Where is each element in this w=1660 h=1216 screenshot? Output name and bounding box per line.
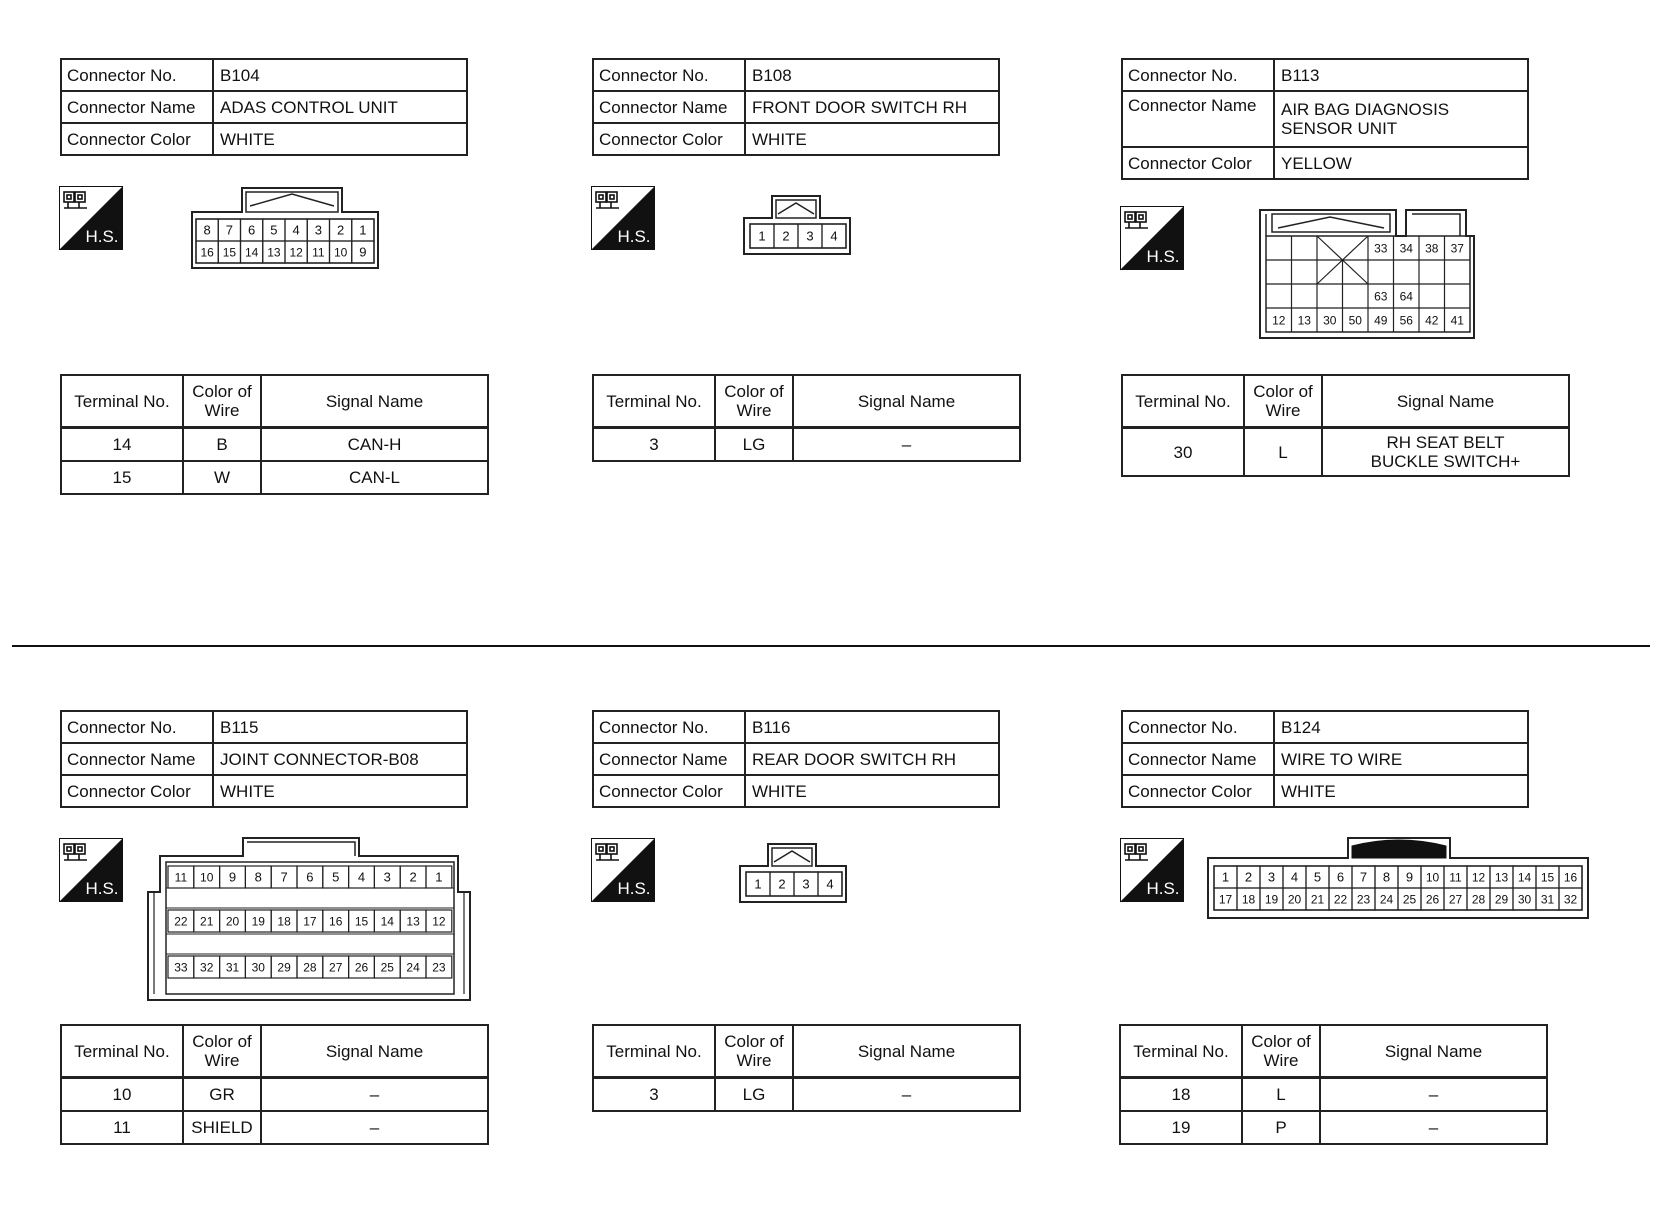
connector-no-label: Connector No. xyxy=(593,711,745,743)
wire-color: P xyxy=(1242,1111,1320,1144)
signal-name: – xyxy=(1320,1111,1547,1144)
pin-number: 38 xyxy=(1425,241,1439,256)
pin-number: 4 xyxy=(830,228,838,244)
pin-number: 29 xyxy=(277,960,291,975)
connector-color-value: WHITE xyxy=(213,123,467,155)
pin-number: 3 xyxy=(383,869,391,885)
pin-number: 13 xyxy=(406,914,420,929)
hs-badge-graphic xyxy=(591,838,655,902)
pin-number: 3 xyxy=(806,228,814,244)
terminal-table-b113 xyxy=(1121,374,1570,477)
terminal-no: 3 xyxy=(593,1078,715,1112)
pin-number: 5 xyxy=(1313,869,1322,885)
wire-color-header: Color of Wire xyxy=(183,375,261,428)
table-row xyxy=(1122,428,1569,477)
pin-number: 30 xyxy=(1323,313,1337,328)
terminal-table-b124 xyxy=(1119,1024,1548,1145)
pin-number: 14 xyxy=(244,245,259,260)
terminal-no: 11 xyxy=(61,1111,183,1144)
pin-number: 3 xyxy=(314,222,322,238)
pin-number: 13 xyxy=(1494,870,1509,885)
connector-color-value: WHITE xyxy=(213,775,467,807)
hs-harness-side-icon xyxy=(59,186,123,250)
wire-color-header: Color of Wire xyxy=(715,1025,793,1078)
pin-number: 16 xyxy=(1563,870,1578,885)
signal-name-header: Signal Name xyxy=(793,1025,1020,1078)
pin-number: 15 xyxy=(1540,870,1555,885)
connector-info-b115 xyxy=(60,710,468,808)
pin-number: 10 xyxy=(200,870,214,885)
table-row xyxy=(61,1111,488,1144)
connector-no-value: B124 xyxy=(1274,711,1528,743)
terminal-table-b108 xyxy=(592,374,1021,462)
terminal-no: 14 xyxy=(61,428,183,462)
pin-number: 12 xyxy=(289,245,303,260)
section-divider xyxy=(12,645,1650,647)
pin-number: 6 xyxy=(306,869,314,885)
pin-number: 24 xyxy=(1379,892,1394,907)
pin-number: 16 xyxy=(329,914,343,929)
wire-color: LG xyxy=(715,1078,793,1112)
pin-number: 15 xyxy=(222,245,237,260)
pin-number: 14 xyxy=(1517,870,1532,885)
wire-color-header: Color of Wire xyxy=(715,375,793,428)
connector-info-b104 xyxy=(60,58,468,156)
pin-number: 10 xyxy=(333,245,348,260)
signal-name: – xyxy=(261,1078,488,1112)
pin-number: 11 xyxy=(1449,870,1462,885)
connector-no-label: Connector No. xyxy=(61,711,213,743)
signal-name: CAN-L xyxy=(261,461,488,494)
pin-number: 29 xyxy=(1494,892,1509,907)
pin-number: 13 xyxy=(1297,313,1311,328)
pin-number: 17 xyxy=(1218,892,1233,907)
connector-no-value: B104 xyxy=(213,59,467,91)
pin-number: 21 xyxy=(200,914,214,929)
table-row xyxy=(1120,1078,1547,1112)
connector-color-label: Connector Color xyxy=(61,123,213,155)
connector-color-value: YELLOW xyxy=(1274,147,1528,179)
connector-face-b113 xyxy=(1258,208,1476,340)
terminal-no-header: Terminal No. xyxy=(61,375,183,428)
pin-number: 1 xyxy=(435,869,443,885)
pin-number: 22 xyxy=(174,914,188,929)
connector-no-value: B115 xyxy=(213,711,467,743)
pin-number: 30 xyxy=(251,960,265,975)
wire-color: L xyxy=(1244,428,1322,477)
hs-harness-side-icon xyxy=(1120,206,1184,270)
pin-number: 1 xyxy=(359,222,367,238)
pin-number: 4 xyxy=(357,869,366,885)
pin-number: 63 xyxy=(1374,289,1388,304)
hs-badge-graphic xyxy=(59,838,123,902)
connector-color-label: Connector Color xyxy=(61,775,213,807)
signal-name: – xyxy=(261,1111,488,1144)
pin-number: 15 xyxy=(354,914,369,929)
terminal-no: 18 xyxy=(1120,1078,1242,1112)
wire-color: W xyxy=(183,461,261,494)
terminal-no-header: Terminal No. xyxy=(593,1025,715,1078)
pin-number: 5 xyxy=(270,222,278,238)
signal-name-header: Signal Name xyxy=(1320,1025,1547,1078)
pin-number: 12 xyxy=(432,914,446,929)
wire-color-header: Color of Wire xyxy=(1244,375,1322,428)
pin-number: 26 xyxy=(354,960,369,975)
pin-number: 5 xyxy=(332,869,340,885)
pin-number: 26 xyxy=(1425,892,1440,907)
connector-no-label: Connector No. xyxy=(61,59,213,91)
connector-info-b113 xyxy=(1121,58,1529,180)
pin-number: 18 xyxy=(277,914,291,929)
terminal-no: 19 xyxy=(1120,1111,1242,1144)
pin-number: 4 xyxy=(826,876,834,892)
terminal-no-header: Terminal No. xyxy=(1122,375,1244,428)
signal-name: – xyxy=(1320,1078,1547,1112)
pin-number: 56 xyxy=(1399,313,1413,328)
signal-name-header: Signal Name xyxy=(1322,375,1569,428)
pin-number: 37 xyxy=(1450,241,1464,256)
connector-color-value: WHITE xyxy=(745,123,999,155)
pin-number: 6 xyxy=(248,222,256,238)
pin-number: 4 xyxy=(292,222,300,238)
connector-name-label: Connector Name xyxy=(61,91,213,123)
hs-badge-graphic xyxy=(591,186,655,250)
pin-number: 9 xyxy=(359,244,367,260)
pin-number: 7 xyxy=(1359,869,1368,885)
connector-face-b115 xyxy=(146,836,474,1002)
signal-name-header: Signal Name xyxy=(261,1025,488,1078)
pin-number: 11 xyxy=(174,870,188,885)
connector-name-value: REAR DOOR SWITCH RH xyxy=(745,743,999,775)
hs-label: H.S. xyxy=(1146,879,1180,898)
connector-no-value: B108 xyxy=(745,59,999,91)
table-row xyxy=(593,1078,1020,1112)
pin-number: 8 xyxy=(1382,869,1391,885)
pin-number: 30 xyxy=(1517,892,1532,907)
pin-number: 31 xyxy=(1540,892,1555,907)
hs-badge-graphic xyxy=(59,186,123,250)
pin-number: 2 xyxy=(1244,869,1253,885)
pin-number: 2 xyxy=(409,869,417,885)
hs-harness-side-icon xyxy=(1120,838,1184,902)
connector-info-b124 xyxy=(1121,710,1529,808)
pin-number: 32 xyxy=(1563,892,1578,907)
pin-number: 9 xyxy=(228,869,237,885)
pin-number: 42 xyxy=(1425,313,1439,328)
connector-name-value: FRONT DOOR SWITCH RH xyxy=(745,91,999,123)
connector-info-b108 xyxy=(592,58,1000,156)
pin-number: 8 xyxy=(203,222,211,238)
hs-badge-graphic xyxy=(1120,838,1184,902)
table-row xyxy=(61,461,488,494)
pin-number: 20 xyxy=(1287,892,1302,907)
wire-color: GR xyxy=(183,1078,261,1112)
pin-number: 12 xyxy=(1471,870,1486,885)
pin-number: 17 xyxy=(303,914,317,929)
pin-number: 22 xyxy=(1333,892,1348,907)
terminal-no-header: Terminal No. xyxy=(61,1025,183,1078)
pin-number: 27 xyxy=(1448,892,1463,907)
connector-info-b116 xyxy=(592,710,1000,808)
pin-number: 21 xyxy=(1310,892,1325,907)
pin-number: 19 xyxy=(1264,892,1279,907)
terminal-table-b116 xyxy=(592,1024,1021,1112)
pin-number: 3 xyxy=(1267,869,1276,885)
pin-number: 32 xyxy=(200,960,214,975)
pin-number: 4 xyxy=(1290,869,1299,885)
pin-number: 41 xyxy=(1450,313,1464,328)
hs-harness-side-icon xyxy=(591,838,655,902)
connector-name-label: Connector Name xyxy=(593,743,745,775)
connector-no-label: Connector No. xyxy=(1122,711,1274,743)
pin-number: 64 xyxy=(1399,289,1413,304)
table-row xyxy=(61,1078,488,1112)
connector-face-b124 xyxy=(1206,836,1592,920)
connector-name-value: AIR BAG DIAGNOSIS SENSOR UNIT xyxy=(1274,91,1528,147)
connector-color-label: Connector Color xyxy=(1122,775,1274,807)
pin-number: 14 xyxy=(380,914,394,929)
wire-color: L xyxy=(1242,1078,1320,1112)
table-row xyxy=(593,428,1020,462)
terminal-table-b104 xyxy=(60,374,489,495)
pin-number: 7 xyxy=(225,222,233,238)
connector-name-label: Connector Name xyxy=(1122,743,1274,775)
hs-label: H.S. xyxy=(617,879,651,898)
table-row xyxy=(61,428,488,462)
terminal-table-b115 xyxy=(60,1024,489,1145)
pin-number: 19 xyxy=(251,914,265,929)
connector-color-value: WHITE xyxy=(745,775,999,807)
terminal-no: 3 xyxy=(593,428,715,462)
terminal-no: 10 xyxy=(61,1078,183,1112)
connector-face-b116 xyxy=(738,842,850,906)
connector-face-b108 xyxy=(742,194,854,258)
connector-name-value: ADAS CONTROL UNIT xyxy=(213,91,467,123)
pin-number: 24 xyxy=(406,960,420,975)
signal-name-header: Signal Name xyxy=(261,375,488,428)
table-row xyxy=(1120,1111,1547,1144)
terminal-no-header: Terminal No. xyxy=(593,375,715,428)
pin-number: 13 xyxy=(267,245,281,260)
hs-label: H.S. xyxy=(1146,247,1180,266)
signal-name: – xyxy=(793,1078,1020,1112)
pin-number: 18 xyxy=(1241,892,1256,907)
hs-label: H.S. xyxy=(85,879,119,898)
connector-color-label: Connector Color xyxy=(593,775,745,807)
hs-label: H.S. xyxy=(85,227,119,246)
wire-color-header: Color of Wire xyxy=(1242,1025,1320,1078)
signal-name-header: Signal Name xyxy=(793,375,1020,428)
pin-number: 2 xyxy=(782,228,790,244)
pin-number: 16 xyxy=(200,245,214,260)
pin-number: 12 xyxy=(1272,313,1286,328)
pin-number: 20 xyxy=(225,914,240,929)
connector-color-value: WHITE xyxy=(1274,775,1528,807)
pin-number: 10 xyxy=(1425,870,1440,885)
connector-no-label: Connector No. xyxy=(1122,59,1274,91)
connector-name-label: Connector Name xyxy=(1122,91,1274,147)
terminal-no: 30 xyxy=(1122,428,1244,477)
terminal-no: 15 xyxy=(61,461,183,494)
signal-name: – xyxy=(793,428,1020,462)
pin-number: 28 xyxy=(303,960,317,975)
hs-badge-graphic xyxy=(1120,206,1184,270)
connector-no-label: Connector No. xyxy=(593,59,745,91)
connector-color-label: Connector Color xyxy=(593,123,745,155)
pin-number: 7 xyxy=(280,869,288,885)
connector-name-label: Connector Name xyxy=(593,91,745,123)
pin-number: 25 xyxy=(380,960,394,975)
pin-number: 31 xyxy=(225,960,240,975)
hs-harness-side-icon xyxy=(59,838,123,902)
pin-number: 28 xyxy=(1471,892,1486,907)
pin-number: 8 xyxy=(254,869,262,885)
connector-no-value: B116 xyxy=(745,711,999,743)
connector-name-value: WIRE TO WIRE xyxy=(1274,743,1528,775)
pin-number: 11 xyxy=(312,245,325,260)
hs-label: H.S. xyxy=(617,227,651,246)
signal-name: RH SEAT BELT BUCKLE SWITCH+ xyxy=(1322,428,1569,477)
wire-color: SHIELD xyxy=(183,1111,261,1144)
wire-color-header: Color of Wire xyxy=(183,1025,261,1078)
connector-name-value: JOINT CONNECTOR-B08 xyxy=(213,743,467,775)
connector-name-label: Connector Name xyxy=(61,743,213,775)
connector-color-label: Connector Color xyxy=(1122,147,1274,179)
pin-number: 2 xyxy=(778,876,786,892)
pin-number: 27 xyxy=(329,960,343,975)
pin-number: 33 xyxy=(1374,241,1388,256)
pin-number: 23 xyxy=(432,960,446,975)
signal-name: CAN-H xyxy=(261,428,488,462)
pin-number: 1 xyxy=(1221,869,1230,885)
pin-number: 3 xyxy=(802,876,810,892)
wire-color: B xyxy=(183,428,261,462)
pin-number: 6 xyxy=(1336,869,1345,885)
connector-face-b104 xyxy=(190,186,390,270)
pin-number: 50 xyxy=(1348,313,1362,328)
pin-number: 23 xyxy=(1356,892,1371,907)
pin-number: 1 xyxy=(754,876,762,892)
wire-color: LG xyxy=(715,428,793,462)
pin-number: 1 xyxy=(758,228,766,244)
connector-no-value: B113 xyxy=(1274,59,1528,91)
hs-harness-side-icon xyxy=(591,186,655,250)
pin-number: 49 xyxy=(1374,313,1388,328)
terminal-no-header: Terminal No. xyxy=(1120,1025,1242,1078)
pin-number: 9 xyxy=(1405,869,1414,885)
pin-number: 34 xyxy=(1399,241,1413,256)
pin-number: 25 xyxy=(1402,892,1417,907)
pin-number: 2 xyxy=(337,222,345,238)
pin-number: 33 xyxy=(174,960,188,975)
